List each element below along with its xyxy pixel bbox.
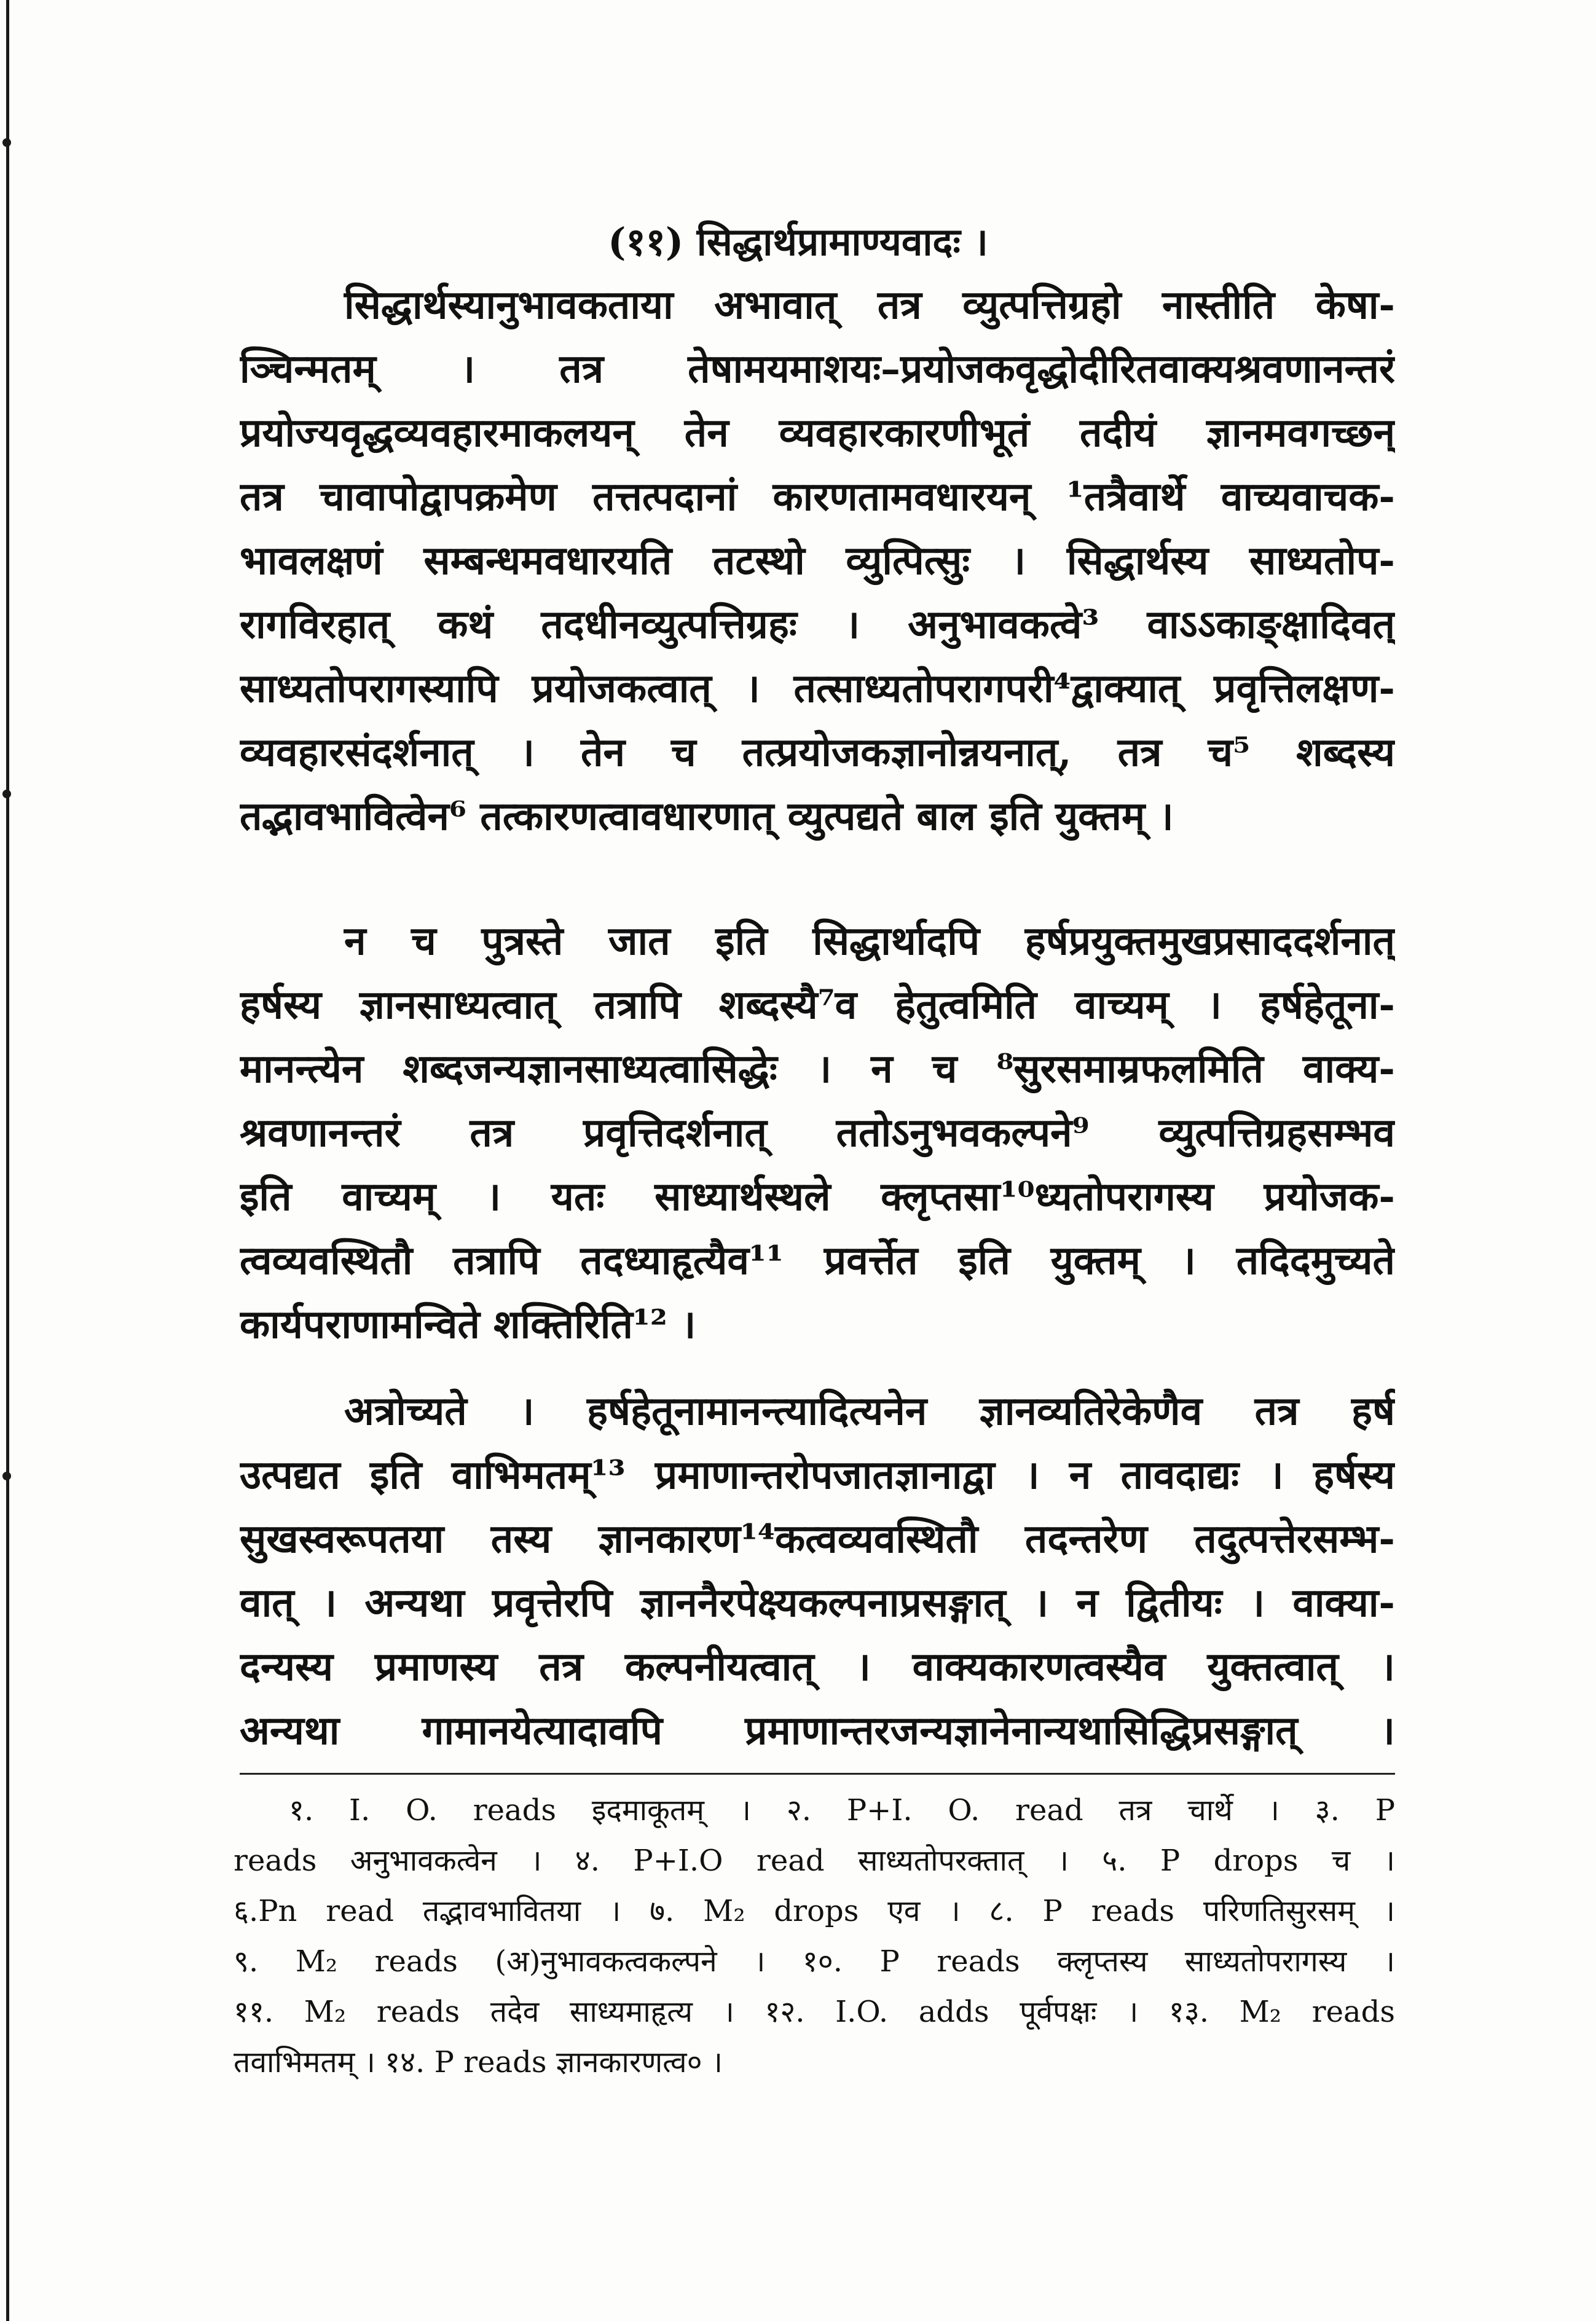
text-line: तद्भावभावित्वेन⁶ तत्कारणत्वावधारणात् व्युत्पद्यते बाल इति युक्तम् । [240,793,1174,839]
text-line: हर्षस्य ज्ञानसाध्यत्वात् तत्रापि शब्दस्यै⁷व हेतुत्वमिति वाच्यम् । हर्षहेतूना- [240,982,1395,1028]
footnote-line: तवाभिमतम् । १४. P reads ज्ञानकारणत्व० । [234,2045,723,2079]
paragraph-2 [240,909,1395,1357]
footnote-line: reads अनुभावकत्वेन । ४. P+I.O read साध्यतोपरक्तात् । ५. P drops च । [234,1844,1395,1878]
text-line: वात् । अन्यथा प्रवृत्तेरपि ज्ञाननैरपेक्ष्यकल्पनाप्रसङ्गात् । न द्वितीयः । वाक्या- [240,1580,1395,1626]
paragraph-3 [240,1380,1395,1763]
text-line: मानन्त्येन शब्दजन्यज्ञानसाध्यत्वासिद्धेः । न च ⁸सुरसमाम्रफलमिति वाक्य- [240,1046,1395,1092]
text-line: सुखस्वरूपतया तस्य ज्ञानकारण¹⁴कत्वव्यवस्थितौ तदन्तरेण तदुत्पत्तेरसम्भ- [240,1516,1395,1562]
binding-edge [6,0,9,2321]
footnote-line: ६.Pn read तद्भावभावितया । ७. M₂ drops एव । ८. P reads परिणतिसुरसम् । [234,1894,1395,1928]
paragraph-1 [240,273,1395,849]
binding-mark [2,138,11,147]
text-line: न च पुत्रस्ते जात इति सिद्धार्थादपि हर्षप्रयुक्तमुखप्रसाददर्शनात् [344,918,1395,964]
section-heading: (११) सिद्धार्थप्रामाण्यवादः । [608,219,988,264]
footnote-line: ११. M₂ reads तदेव साध्यमाहृत्य । १२. I.O. adds पूर्वपक्षः । १३. M₂ reads [234,1995,1395,2029]
text-line: त्वव्यवस्थितौ तत्रापि तदध्याहृत्यैव¹¹ प्रवर्त्तेत इति युक्तम् । तदिदमुच्यते [240,1238,1395,1284]
text-line: कार्यपराणामन्विते शक्तिरिति¹² । [240,1302,696,1348]
text-line: भावलक्षणं सम्बन्धमवधारयति तटस्थो व्युत्पित्सुः । सिद्धार्थस्य साध्यतोप- [240,538,1395,584]
binding-mark [2,790,11,798]
text-line: तत्र चावापोद्वापक्रमेण तत्तत्पदानां कारणतामवधारयन् ¹तत्रैवार्थे वाच्यवाचक- [240,474,1395,520]
footnote-line: ९. M₂ reads (अ)नुभावकत्वकल्पने । १०. P reads क्लृप्तस्य साध्यतोपरागस्य । [234,1944,1395,1979]
text-line: ञ्चिन्मतम् । तत्र तेषामयमाशयः–प्रयोजकवृद्धोदीरितवाक्यश्रवणानन्तरं [240,346,1395,392]
text-line: अत्रोच्यते । हर्षहेतूनामानन्त्यादित्यनेन ज्ञानव्यतिरेकेणैव तत्र हर्ष [344,1388,1395,1434]
text-line: व्यवहारसंदर्शनात् । तेन च तत्प्रयोजकज्ञानोन्नयनात्, तत्र च⁵ शब्दस्य [240,729,1395,776]
binding-mark [2,1472,11,1480]
footnotes [234,1785,1395,2087]
text-line: अन्यथा गामानयेत्यादावपि प्रमाणान्तरजन्यज्ञानेनान्यथासिद्धिप्रसङ्गात् । [240,1708,1395,1754]
footnote-rule [240,1773,1395,1775]
text-line: इति वाच्यम् । यतः साध्यार्थस्थले क्लृप्तसा¹⁰ध्यतोपरागस्य प्रयोजक- [240,1174,1395,1220]
text-line: प्रयोज्यवृद्धव्यवहारमाकलयन् तेन व्यवहारकारणीभूतं तदीयं ज्ञानमवगच्छन् [240,410,1395,456]
text-line: रागविरहात् कथं तदधीनव्युत्पत्तिग्रहः । अनुभावकत्वे³ वाऽऽकाङ्क्षादिवत् [240,602,1395,648]
text-line: साध्यतोपरागस्यापि प्रयोजकत्वात् । तत्साध्यतोपरागपरी⁴द्वाक्यात् प्रवृत्तिलक्षण- [240,666,1395,712]
footnote-line: १. I. O. reads इदमाकूतम् । २. P+I. O. read तत्र चार्थे । ३. P [289,1793,1395,1828]
text-line: श्रवणानन्तरं तत्र प्रवृत्तिदर्शनात् ततोऽनुभवकल्पने⁹ व्युत्पत्तिग्रहसम्भव [240,1110,1395,1156]
text-line: सिद्धार्थस्यानुभावकताया अभावात् तत्र व्युत्पत्तिग्रहो नास्तीति केषा- [344,282,1395,328]
text-line: उत्पद्यत इति वाभिमतम्¹³ प्रमाणान्तरोपजातज्ञानाद्वा । न तावदाद्यः । हर्षस्य [240,1452,1395,1498]
text-line: दन्यस्य प्रमाणस्य तत्र कल्पनीयत्वात् । वाक्यकारणत्वस्यैव युक्तत्वात् । [240,1644,1395,1690]
